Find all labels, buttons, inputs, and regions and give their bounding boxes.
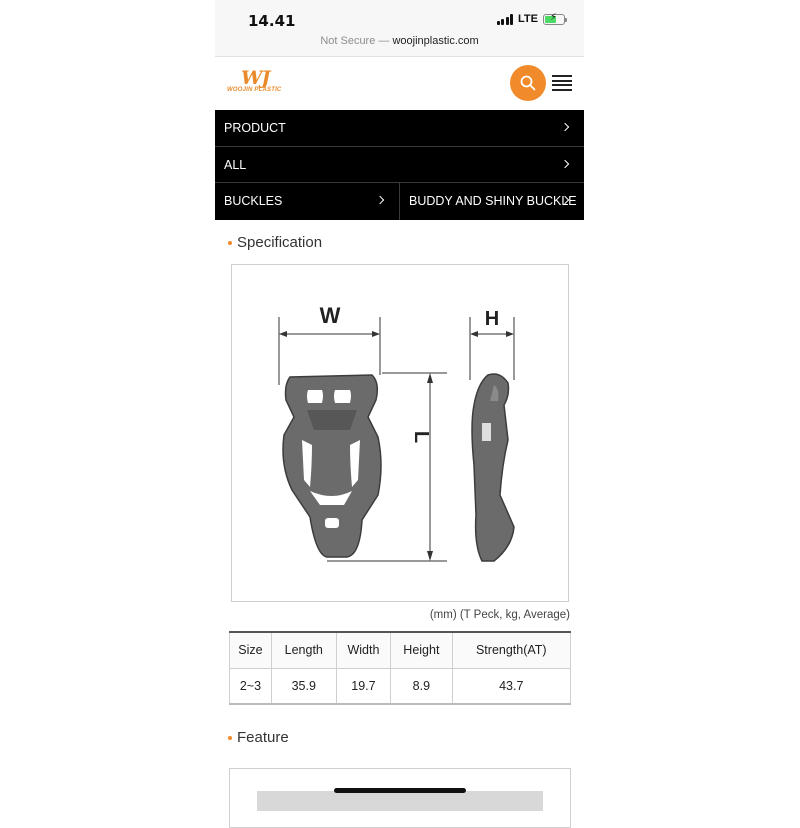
buckle-diagram	[232, 265, 568, 601]
nav-row-product	[215, 110, 584, 147]
units-note: (mm) (T Peck, kg, Average)	[429, 609, 570, 621]
specification-title: Specification	[237, 234, 323, 251]
table-row	[230, 668, 571, 704]
cell-width: 19.7	[336, 668, 390, 704]
length-label: L	[410, 430, 432, 444]
specification-diagram	[231, 264, 569, 602]
nav-item-label: BUCKLES	[224, 194, 283, 208]
security-label: Not Secure	[320, 35, 376, 47]
table-header-row	[230, 632, 571, 668]
buckle-side-view	[472, 374, 514, 561]
header-height: Height	[391, 632, 452, 668]
header-length: Length	[271, 632, 336, 668]
url-domain: woojinplastic.com	[392, 35, 479, 47]
woojin-logo[interactable]	[227, 67, 291, 98]
search-icon	[520, 75, 536, 91]
url-bar[interactable]	[215, 35, 584, 47]
specification-heading	[228, 234, 322, 251]
header-width: Width	[336, 632, 390, 668]
signal-icon	[497, 14, 514, 25]
bullet-dot	[228, 241, 232, 245]
network-type: LTE	[518, 13, 538, 25]
height-label: H	[484, 308, 500, 330]
status-icons	[497, 13, 565, 25]
home-indicator[interactable]	[334, 788, 466, 793]
feature-image	[257, 791, 543, 811]
nav-item-label: PRODUCT	[224, 121, 286, 135]
feature-heading	[228, 729, 289, 746]
specification-table	[229, 631, 571, 705]
search-button[interactable]	[510, 65, 546, 101]
hamburger-menu-icon[interactable]	[552, 75, 572, 91]
category-nav	[215, 110, 584, 220]
nav-item-buckles[interactable]	[215, 183, 399, 220]
width-label: W	[319, 303, 341, 328]
nav-item-label: BUDDY AND SHINY BUCKLE	[409, 194, 577, 208]
battery-icon: ⚡	[543, 14, 565, 25]
nav-row-all	[215, 147, 584, 184]
feature-title: Feature	[237, 729, 289, 746]
chevron-right-icon	[376, 196, 384, 204]
logo-subtext: WOOJIN PLASTIC	[227, 87, 282, 93]
logo-mark: WJ	[241, 67, 270, 89]
nav-item-all[interactable]	[215, 147, 584, 183]
header-size: Size	[230, 632, 272, 668]
chevron-right-icon	[561, 159, 569, 167]
url-separator: —	[375, 35, 393, 47]
header-strength: Strength(AT)	[452, 632, 570, 668]
cell-height: 8.9	[391, 668, 452, 704]
nav-item-product[interactable]	[215, 110, 584, 146]
nav-item-buddy-shiny[interactable]	[399, 183, 584, 220]
nav-item-label: ALL	[224, 157, 247, 172]
browser-top-bar	[215, 0, 584, 57]
cell-size: 2~3	[230, 668, 272, 704]
chevron-right-icon	[561, 123, 569, 131]
phone-screen	[215, 0, 584, 800]
cell-length: 35.9	[271, 668, 336, 704]
site-header	[215, 57, 584, 110]
nav-row-buckles	[215, 183, 584, 220]
buckle-front-view	[283, 375, 381, 557]
feature-image-frame	[229, 768, 571, 828]
status-time: 14.41	[248, 12, 296, 30]
bullet-dot	[228, 736, 232, 740]
cell-strength: 43.7	[452, 668, 570, 704]
